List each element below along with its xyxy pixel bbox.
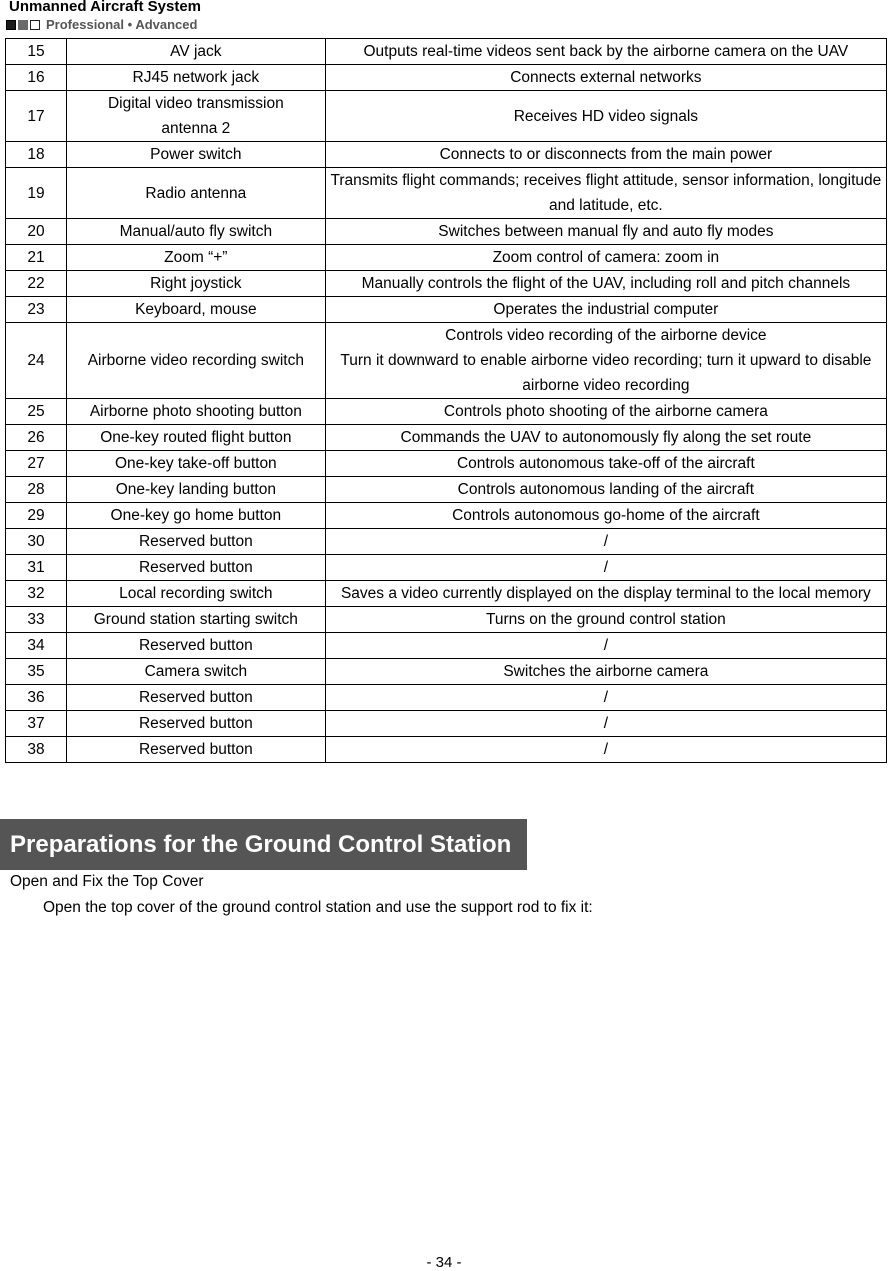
table-row: [6, 477, 887, 503]
component-description: Connects to or disconnects from the main power: [325, 142, 886, 168]
description-line: Controls video recording of the airborne device: [445, 327, 767, 344]
component-name: Power switch: [66, 142, 325, 168]
header-subtitle: Professional • Advanced: [46, 17, 198, 32]
section-subheading: Open and Fix the Top Cover: [10, 873, 204, 890]
component-description: Manually controls the flight of the UAV, including roll and pitch channels: [325, 271, 886, 297]
component-name: One-key routed flight button: [66, 425, 325, 451]
component-name: Reserved button: [66, 711, 325, 737]
component-table-body: [6, 39, 887, 763]
component-description: Zoom control of camera: zoom in: [325, 245, 886, 271]
table-row: [6, 659, 887, 685]
table-row: [6, 297, 887, 323]
row-number: 15: [6, 39, 67, 65]
table-row: [6, 607, 887, 633]
table-row: [6, 581, 887, 607]
component-description: Saves a video currently displayed on the display terminal to the local memory: [325, 581, 886, 607]
section-body-text: Open the top cover of the ground control station and use the support rod to fix it:: [43, 899, 593, 916]
component-name: Airborne video recording switch: [66, 323, 325, 399]
header-title: Unmanned Aircraft System: [9, 0, 201, 15]
row-number: 16: [6, 65, 67, 91]
table-row: [6, 271, 887, 297]
row-number: 33: [6, 607, 67, 633]
row-number: 28: [6, 477, 67, 503]
component-name: Airborne photo shooting button: [66, 399, 325, 425]
page-number: - 34 -: [426, 1254, 462, 1271]
table-row: [6, 737, 887, 763]
component-name: Zoom “+”: [66, 245, 325, 271]
row-number: 37: [6, 711, 67, 737]
table-row: [6, 503, 887, 529]
component-description: [325, 323, 886, 399]
component-name: Digital video transmission antenna 2: [66, 91, 325, 142]
dark-square-icon: [6, 20, 16, 30]
row-number: 36: [6, 685, 67, 711]
table-row: [6, 91, 887, 142]
gray-square-icon: [18, 20, 28, 30]
table-row: [6, 323, 887, 399]
row-number: 22: [6, 271, 67, 297]
component-name: Local recording switch: [66, 581, 325, 607]
table-row: [6, 65, 887, 91]
component-name: One-key landing button: [66, 477, 325, 503]
section-title: Preparations for the Ground Control Station: [0, 819, 527, 870]
row-number: 24: [6, 323, 67, 399]
table-row: [6, 425, 887, 451]
table-row: [6, 711, 887, 737]
component-name: AV jack: [66, 39, 325, 65]
row-number: 30: [6, 529, 67, 555]
component-description: /: [325, 685, 886, 711]
component-name: Keyboard, mouse: [66, 297, 325, 323]
row-number: 32: [6, 581, 67, 607]
component-description: Receives HD video signals: [325, 91, 886, 142]
component-description: Operates the industrial computer: [325, 297, 886, 323]
component-description: Switches between manual fly and auto fly modes: [325, 219, 886, 245]
component-description: Controls autonomous landing of the aircraft: [325, 477, 886, 503]
row-number: 29: [6, 503, 67, 529]
component-name: Reserved button: [66, 633, 325, 659]
component-description: Connects external networks: [325, 65, 886, 91]
component-description: /: [325, 711, 886, 737]
component-description: Controls photo shooting of the airborne camera: [325, 399, 886, 425]
header-subtitle-row: [6, 18, 197, 32]
row-number: 21: [6, 245, 67, 271]
component-description: Turns on the ground control station: [325, 607, 886, 633]
component-name: RJ45 network jack: [66, 65, 325, 91]
table-row: [6, 142, 887, 168]
component-description: /: [325, 633, 886, 659]
row-number: 31: [6, 555, 67, 581]
empty-square-icon: [30, 20, 40, 30]
component-name: Ground station starting switch: [66, 607, 325, 633]
table-row: [6, 555, 887, 581]
table-row: [6, 245, 887, 271]
component-table: [5, 38, 887, 763]
row-number: 18: [6, 142, 67, 168]
table-row: [6, 529, 887, 555]
component-name: Radio antenna: [66, 168, 325, 219]
component-description: /: [325, 555, 886, 581]
row-number: 19: [6, 168, 67, 219]
component-name: Right joystick: [66, 271, 325, 297]
row-number: 17: [6, 91, 67, 142]
description-line: Turn it downward to enable airborne video recording; turn it upward to disable airborne video recording: [340, 352, 872, 394]
component-description: Switches the airborne camera: [325, 659, 886, 685]
row-number: 35: [6, 659, 67, 685]
row-number: 25: [6, 399, 67, 425]
table-row: [6, 219, 887, 245]
component-description: Transmits flight commands; receives flight attitude, sensor information, longitude and latitude, etc.: [325, 168, 886, 219]
row-number: 26: [6, 425, 67, 451]
component-name: Camera switch: [66, 659, 325, 685]
table-row: [6, 39, 887, 65]
component-name: One-key take-off button: [66, 451, 325, 477]
component-name: Reserved button: [66, 737, 325, 763]
row-number: 38: [6, 737, 67, 763]
component-description: Controls autonomous take-off of the aircraft: [325, 451, 886, 477]
row-number: 34: [6, 633, 67, 659]
component-name: One-key go home button: [66, 503, 325, 529]
component-description: Controls autonomous go-home of the aircraft: [325, 503, 886, 529]
component-description: Outputs real-time videos sent back by the airborne camera on the UAV: [325, 39, 886, 65]
table-row: [6, 685, 887, 711]
row-number: 20: [6, 219, 67, 245]
component-description: Commands the UAV to autonomously fly along the set route: [325, 425, 886, 451]
component-description: /: [325, 737, 886, 763]
table-row: [6, 168, 887, 219]
table-row: [6, 399, 887, 425]
component-description: /: [325, 529, 886, 555]
table-row: [6, 633, 887, 659]
component-name: Manual/auto fly switch: [66, 219, 325, 245]
component-name: Reserved button: [66, 555, 325, 581]
row-number: 27: [6, 451, 67, 477]
component-name: Reserved button: [66, 685, 325, 711]
table-row: [6, 451, 887, 477]
row-number: 23: [6, 297, 67, 323]
component-name: Reserved button: [66, 529, 325, 555]
